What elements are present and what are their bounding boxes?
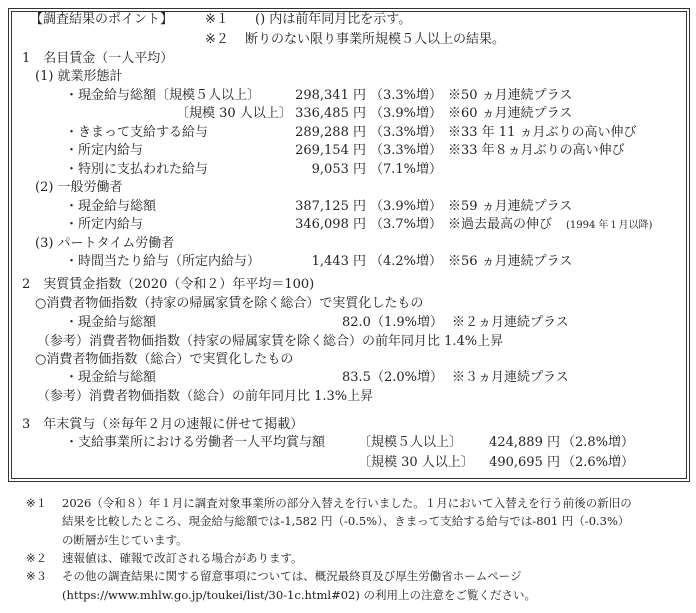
row-amount: 9,053 円 <box>311 162 366 177</box>
row-label: 〔規模 30 人以上〕 <box>176 106 292 121</box>
row-pct: （2.6%増） <box>562 455 635 470</box>
row-amount: 1,443 円 <box>311 254 366 269</box>
row-note: ※過去最高の伸び <box>448 217 553 232</box>
footnote-text: その他の調査結果に関する留意事項については、概況最終頁及び厚生労働省ホームページ <box>62 569 522 583</box>
group-heading: (1) 就業形態計 <box>35 69 123 84</box>
row-label: ・きまって支給する給与 <box>65 125 209 140</box>
note-mark: ※２ <box>205 32 229 47</box>
summary-title: 【調査結果のポイント】 <box>30 12 174 27</box>
footnote-text: 2026（令和８）年１月に調査対象事業所の部分入替えを行いました。１月において入替えを行う前後の新旧の <box>62 496 632 510</box>
row-note: ※２ヵ月連続プラス <box>452 315 569 330</box>
row-amount: 298,341 円 <box>295 88 366 103</box>
note-text: 断りのない限り事業所規模５人以上の結果。 <box>245 32 506 47</box>
row-note: ※59 ヵ月連続プラス <box>448 199 573 214</box>
row-scale: 〔規模５人以上〕 <box>358 435 463 450</box>
row-amount: 346,098 円 <box>295 217 366 232</box>
row-amount: 490,695 円 <box>489 455 560 470</box>
subsection-heading: ○消費者物価指数（持家の帰属家賃を除く総合）で実質化したもの <box>35 296 424 311</box>
row-pct: （3.3%増） <box>370 125 443 140</box>
note-text: () 内は前年同月比を示す。 <box>255 12 412 27</box>
row-value: 82.0（1.9%増） <box>342 315 443 330</box>
row-label: ・現金給与総額 <box>65 315 157 330</box>
footnote-mark: ※１ <box>26 496 48 510</box>
footnote-mark: ※３ <box>26 569 48 583</box>
subsection-heading: ○消費者物価指数（総合）で実質化したもの <box>35 352 294 367</box>
row-label: ・現金給与総額 <box>65 199 157 214</box>
row-value: 83.5（2.0%増） <box>342 370 443 385</box>
row-label: ・支給事業所における労働者一人平均賞与額 <box>65 435 326 450</box>
row-pct: （7.1%増） <box>370 162 443 177</box>
reference-text: （参考）消費者物価指数（持家の帰属家賃を除く総合）の前年同月比 1.4%上昇 <box>37 334 504 349</box>
row-pct: （3.9%増） <box>370 106 443 121</box>
footnote-link-text: (https://www.mhlw.go.jp/toukei/list/30-1c.html#02) の利用上の注意をご覧ください。 <box>62 588 536 602</box>
row-label: ・所定内給与 <box>65 217 144 232</box>
row-pct: （2.8%増） <box>562 435 635 450</box>
row-note: ※33 年８ヵ月ぶりの高い伸び <box>448 143 625 158</box>
footnote-text: の断層が生じています。 <box>62 533 188 547</box>
footnote-text: 速報値は、確報で改訂される場合があります。 <box>62 551 303 565</box>
row-label: ・所定内給与 <box>65 143 144 158</box>
row-pct: （4.2%増） <box>370 254 443 269</box>
row-amount: 289,288 円 <box>295 125 366 140</box>
row-note: ※33 年 11 ヵ月ぶりの高い伸び <box>448 125 637 140</box>
row-amount: 424,889 円 <box>489 435 560 450</box>
footnote-text: 結果を比較したところ、現金給与総額では-1,582 円（-0.5%）、きまって支給する給与では-801 円（-0.3%） <box>62 514 630 528</box>
row-scale: 〔規模 30 人以上〕 <box>358 455 474 470</box>
row-label: ・特別に支払われた給与 <box>65 162 209 177</box>
row-label: ・時間当たり給与（所定内給与） <box>65 254 261 269</box>
row-pct: （3.3%増） <box>370 143 443 158</box>
row-amount: 387,125 円 <box>295 199 366 214</box>
group-heading: (2) 一般労働者 <box>35 180 123 195</box>
row-pct: （3.7%増） <box>370 217 443 232</box>
row-label: ・現金給与総額 <box>65 370 157 385</box>
row-pct: （3.9%増） <box>370 199 443 214</box>
reference-text: （参考）消費者物価指数（総合）の前年同月比 1.3%上昇 <box>37 389 374 404</box>
footnote-mark: ※２ <box>26 551 48 565</box>
row-note: ※60 ヵ月連続プラス <box>448 106 573 121</box>
note-mark: ※１ <box>205 12 229 27</box>
section-heading: 2 実質賃金指数（2020（令和２）年平均＝100) <box>22 277 315 292</box>
group-heading: (3) パートタイム労働者 <box>35 236 175 251</box>
row-label: ・現金給与総額〔規模５人以上〕 <box>65 88 261 103</box>
row-note: ※50 ヵ月連続プラス <box>448 88 573 103</box>
row-note-small: (1994 年１月以降) <box>566 220 653 231</box>
section-heading: 3 年末賞与（※毎年２月の速報に併せて掲載） <box>22 417 304 432</box>
row-amount: 336,485 円 <box>295 106 366 121</box>
row-note: ※56 ヵ月連続プラス <box>448 254 573 269</box>
row-amount: 269,154 円 <box>295 143 366 158</box>
row-pct: （3.3%増） <box>370 88 443 103</box>
row-note: ※３ヵ月連続プラス <box>452 370 569 385</box>
section-heading: 1 名目賃金（一人平均） <box>22 51 174 66</box>
